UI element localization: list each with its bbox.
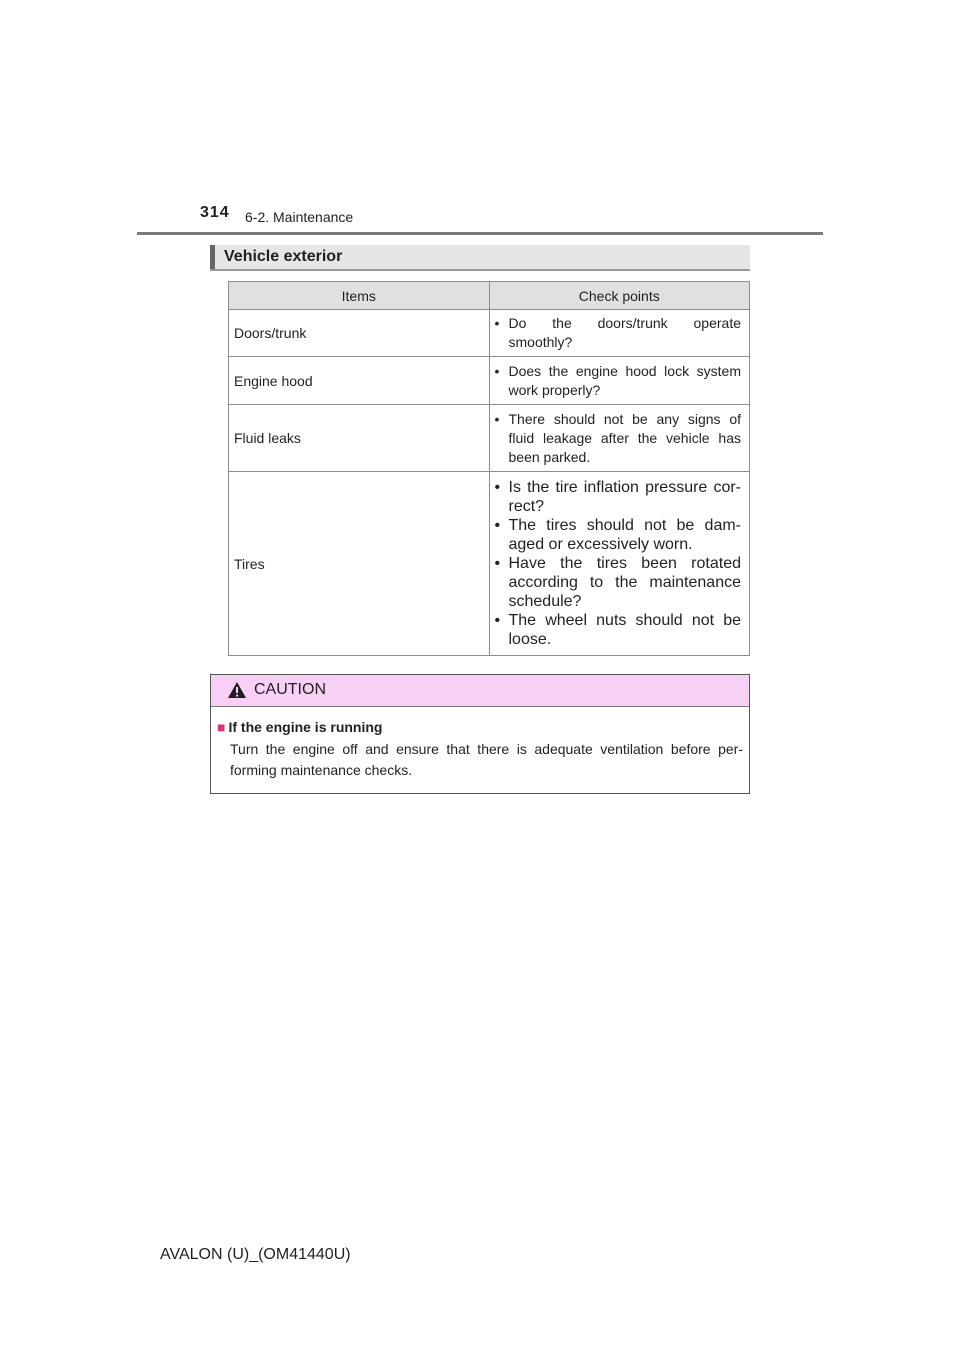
column-header-check-points: Check points xyxy=(489,282,750,310)
check-table xyxy=(228,281,750,656)
square-bullet-icon: ■ xyxy=(217,719,226,735)
caution-heading-text: If the engine is running xyxy=(228,719,383,735)
list-item: • The wheel nuts should not be loose. xyxy=(495,611,742,649)
bullet-list xyxy=(495,362,742,400)
caution-header xyxy=(211,675,749,707)
item-cell: Fluid leaks xyxy=(229,405,490,472)
list-item: • The tires should not be dam-aged or excessively worn. xyxy=(495,516,742,554)
list-item: • Do the doors/trunk operate smoothly? xyxy=(495,314,742,352)
table-row xyxy=(229,310,750,357)
heading-bar xyxy=(210,245,215,269)
list-item: • Have the tires been rotated according to the maintenance schedule? xyxy=(495,554,742,611)
list-item: • Is the tire inflation pressure cor-rect? xyxy=(495,478,742,516)
caution-box xyxy=(210,674,750,794)
check-points-cell xyxy=(489,472,750,656)
check-points-cell xyxy=(489,310,750,357)
page-number: 314 xyxy=(200,204,230,221)
section-heading-text: Vehicle exterior xyxy=(224,248,343,265)
section-title: 6-2. Maintenance xyxy=(245,209,354,225)
item-cell: Engine hood xyxy=(229,357,490,405)
bullet-list xyxy=(495,410,742,467)
caution-heading xyxy=(217,717,743,737)
header-rule xyxy=(137,232,823,235)
bullet-list xyxy=(495,478,742,649)
check-points-cell xyxy=(489,405,750,472)
table-header-row xyxy=(229,282,750,310)
caution-label: CAUTION xyxy=(254,681,326,698)
section-heading xyxy=(210,245,750,271)
table-row xyxy=(229,472,750,656)
item-cell: Doors/trunk xyxy=(229,310,490,357)
check-points-cell xyxy=(489,357,750,405)
table-row xyxy=(229,357,750,405)
item-cell: Tires xyxy=(229,472,490,656)
warning-triangle-icon xyxy=(227,681,247,699)
list-item: • There should not be any signs of fluid leakage after the vehicle has been parked. xyxy=(495,410,742,467)
bullet-list xyxy=(495,314,742,352)
caution-text: Turn the engine off and ensure that there is adequate ventilation before per-forming maintenance checks. xyxy=(230,741,743,778)
caution-body xyxy=(211,707,749,781)
footer-model-code: AVALON (U)_(OM41440U) xyxy=(160,1246,351,1263)
list-item: • Does the engine hood lock system work properly? xyxy=(495,362,742,400)
table-row xyxy=(229,405,750,472)
column-header-items: Items xyxy=(229,282,490,310)
